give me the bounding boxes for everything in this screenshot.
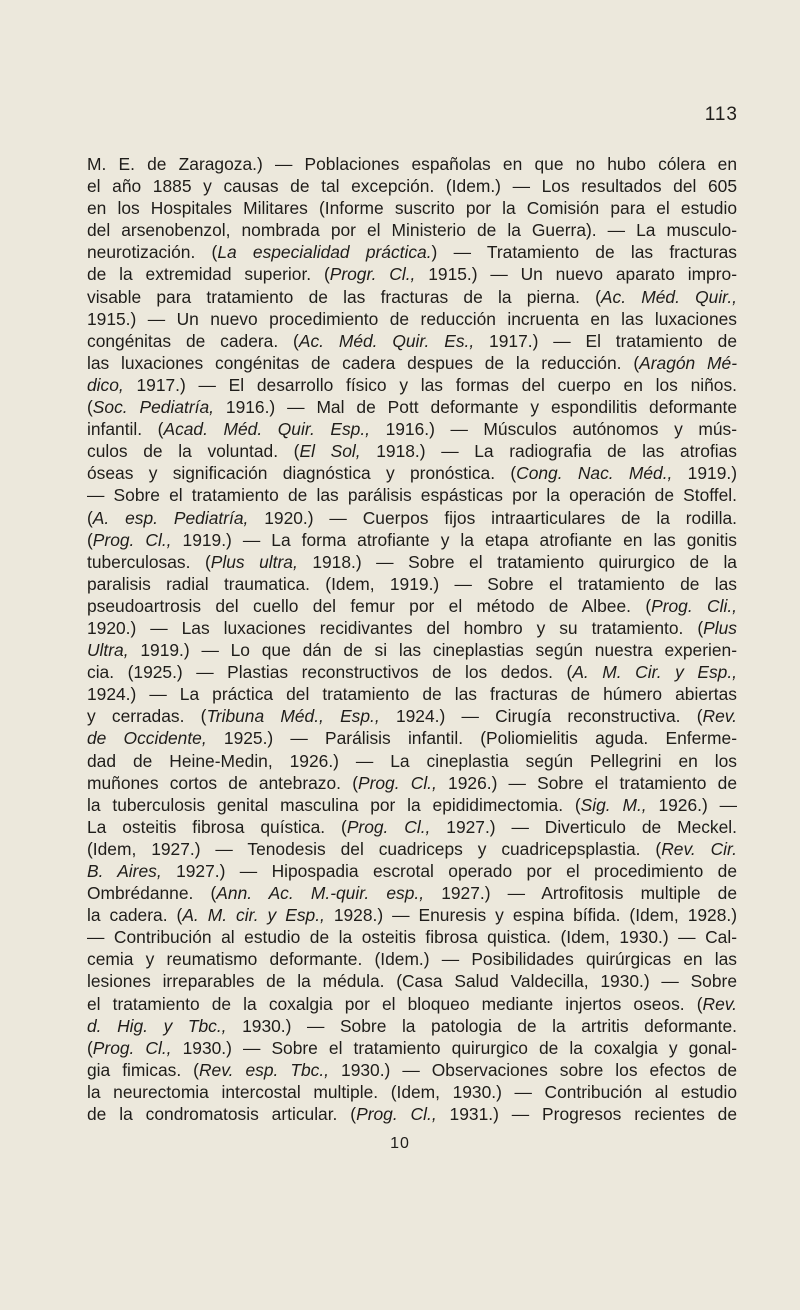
text-line (87, 573, 737, 595)
text-run: muñones cortos de antebrazo. ( (87, 772, 358, 793)
text-run: 1919.) — Lo que dán de si las cineplastias según nuestra experien- (128, 640, 737, 661)
text-run: Ombrédanne. ( (87, 883, 217, 904)
text-run: ) — Tratamiento de las fracturas (431, 242, 737, 263)
text-line (87, 241, 737, 263)
text-run: congénitas de cadera. ( (87, 330, 299, 351)
citation-italic: Rev. esp. Tbc., (198, 1059, 330, 1080)
text-run: — Sobre el tratamiento de las parálisis espásticas por la operación de Stoffel. (87, 485, 737, 506)
body-text (87, 153, 737, 1125)
text-line (87, 1059, 737, 1081)
text-line (87, 175, 737, 197)
text-line (87, 683, 737, 705)
text-run: 1930.) — Sobre la patologia de la artritis deformante. (226, 1015, 737, 1036)
text-line (87, 529, 737, 551)
text-line (87, 661, 737, 683)
text-run: pseudoartrosis del cuello del femur por el método de Albee. ( (87, 595, 652, 616)
text-run: 1927.) — Diverticulo de Meckel. (430, 816, 737, 837)
text-run: (Idem, 1927.) — Tenodesis del cuadriceps y cuadricepsplastia. ( (87, 838, 662, 859)
text-run: visable para tratamiento de las fracturas de la pierna. ( (87, 286, 601, 307)
text-line (87, 1081, 737, 1103)
text-line (87, 993, 737, 1015)
text-line (87, 153, 737, 175)
text-run: y cerradas. ( (87, 706, 207, 727)
citation-italic: A. M. Cir. y Esp., (572, 662, 737, 683)
text-line (87, 838, 737, 860)
text-line (87, 507, 737, 529)
text-line (87, 396, 737, 418)
text-run: 1930.) — Sobre el tratamiento quirurgico de la coxalgia y gonal- (171, 1037, 737, 1058)
citation-italic: Plus (703, 617, 737, 638)
citation-italic: Rev. (702, 706, 737, 727)
text-run: 1915.) — Un nuevo procedimiento de reducción incruenta en las luxaciones (87, 308, 737, 329)
citation-italic: A. esp. Pediatría, (92, 507, 249, 528)
text-run: el tratamiento de la coxalgia por el bloqueo mediante injertos oseos. ( (87, 993, 703, 1014)
text-run: 1926.) — (646, 794, 737, 815)
citation-italic: Soc. Pediatría, (92, 397, 214, 418)
text-run: ( (87, 507, 93, 528)
citation-italic: dico, (87, 374, 124, 395)
citation-italic: Prog. Cli., (651, 595, 737, 616)
text-run: dad de Heine-Medin, 1926.) — La cineplastia según Pellegrini en los (87, 750, 737, 771)
text-line (87, 639, 737, 661)
text-run: de la condromatosis articular. ( (87, 1104, 357, 1125)
text-run: 1917.) — El tratamiento de (474, 330, 737, 351)
text-run: la tuberculosis genital masculina por la epididimectomia. ( (87, 794, 581, 815)
text-line (87, 197, 737, 219)
citation-italic: Prog. Cl., (92, 1037, 172, 1058)
text-run: 1916.) — Músculos autónomos y mús- (370, 419, 737, 440)
text-run: La osteitis fibrosa quística. ( (87, 816, 347, 837)
text-line (87, 970, 737, 992)
page-signature: 10 (390, 1135, 410, 1153)
citation-italic: Ac. Méd. Quir. Es., (298, 330, 475, 351)
text-run: M. E. de Zaragoza.) — Poblaciones españolas en que no hubo cólera en (87, 154, 737, 174)
text-run: 1918.) — La radiografia de las atrofias (360, 441, 737, 462)
text-run: el año 1885 y causas de tal excepción. (Idem.) — Los resultados del 605 (87, 176, 737, 197)
text-run: 1927.) — Hipospadia escrotal operado por el procedimiento de (161, 861, 737, 881)
text-line (87, 418, 737, 440)
citation-italic: de Occidente, (87, 728, 207, 749)
text-line (87, 551, 737, 573)
text-line (87, 1015, 737, 1037)
text-line (87, 352, 737, 374)
text-run: 1919.) (672, 463, 737, 484)
text-run: 1928.) — Enuresis y espina bífida. (Idem, 1928.) (324, 905, 737, 926)
citation-italic: La especialidad práctica. (217, 242, 432, 263)
text-run: ( (87, 1037, 93, 1058)
citation-italic: Acad. Méd. Quir. Esp., (163, 419, 370, 440)
citation-italic: Plus ultra, (210, 551, 298, 572)
text-run: culos de la voluntad. ( (87, 441, 300, 462)
text-line (87, 286, 737, 308)
text-run: 1927.) — Artrofitosis multiple de (424, 883, 737, 904)
citation-italic: Sig. M., (580, 794, 647, 815)
text-run: 1931.) — Progresos recientes de (436, 1104, 737, 1125)
text-run: 1917.) — El desarrollo físico y las formas del cuerpo en los niños. (123, 374, 737, 395)
text-run: 1924.) — Cirugía reconstructiva. ( (379, 706, 703, 727)
text-line (87, 1103, 737, 1125)
text-line (87, 926, 737, 948)
text-run: — Contribución al estudio de la osteitis fibrosa quistica. (Idem, 1930.) — Cal- (87, 927, 737, 948)
text-line (87, 484, 737, 506)
text-line (87, 727, 737, 749)
text-line (87, 462, 737, 484)
text-run: en los Hospitales Militares (Informe suscrito por la Comisión para el estudio (87, 198, 737, 219)
text-run: la neurectomia intercostal multiple. (Idem, 1930.) — Contribución al estudio (87, 1081, 737, 1102)
text-line (87, 374, 737, 396)
text-line (87, 904, 737, 926)
text-line (87, 1037, 737, 1059)
text-line (87, 816, 737, 838)
text-run: 1916.) — Mal de Pott deformante y espondilitis deformante (213, 397, 737, 418)
text-run: ( (87, 529, 93, 550)
text-run: la cadera. ( (87, 905, 183, 926)
text-line (87, 705, 737, 727)
text-run: gia fimicas. ( (87, 1059, 199, 1080)
citation-italic: Prog. Cl., (358, 772, 437, 793)
citation-italic: Ultra, (87, 640, 129, 661)
text-run: lesiones irreparables de la médula. (Casa Salud Valdecilla, 1930.) — Sobre (87, 971, 737, 992)
page-number: 113 (704, 104, 738, 125)
text-run: 1920.) — Las luxaciones recidivantes del hombro y su tratamiento. ( (87, 617, 704, 638)
text-run: 1924.) — La práctica del tratamiento de las fracturas de húmero abiertas (87, 684, 737, 705)
text-run: 1930.) — Observaciones sobre los efectos de (329, 1059, 737, 1080)
text-run: neurotización. ( (87, 242, 218, 263)
citation-italic: Prog. Cl., (356, 1104, 437, 1125)
citation-italic: Cong. Nac. Méd., (516, 463, 673, 484)
citation-italic: d. Hig. y Tbc., (87, 1015, 227, 1036)
text-run: 1926.) — Sobre el tratamiento de (436, 772, 737, 793)
text-run: paralisis radial traumatica. (Idem, 1919.) — Sobre el tratamiento de las (87, 573, 737, 594)
text-line (87, 860, 737, 882)
text-line (87, 794, 737, 816)
text-line (87, 219, 737, 241)
text-line (87, 595, 737, 617)
text-line (87, 440, 737, 462)
citation-italic: Ac. Méd. Quir., (600, 286, 737, 307)
citation-italic: B. Aires, (87, 861, 162, 881)
citation-italic: Rev. (702, 993, 737, 1014)
text-run: tuberculosas. ( (87, 551, 211, 572)
text-line (87, 263, 737, 285)
text-line (87, 882, 737, 904)
text-run: óseas y significación diagnóstica y pronóstica. ( (87, 463, 517, 484)
text-run: 1919.) — La forma atrofiante y la etapa atrofiante en las gonitis (171, 529, 737, 550)
citation-italic: Progr. Cl., (329, 264, 416, 285)
text-run: de la extremidad superior. ( (87, 264, 330, 285)
citation-italic: El Sol, (299, 441, 361, 462)
text-run: cemia y reumatismo deformante. (Idem.) — Posibilidades quirúrgicas en las (87, 949, 737, 970)
text-line (87, 750, 737, 772)
citation-italic: Prog. Cl., (346, 816, 431, 837)
text-line (87, 948, 737, 970)
text-run: infantil. ( (87, 419, 164, 440)
citation-italic: Prog. Cl., (92, 529, 172, 550)
citation-italic: A. M. cir. y Esp., (182, 905, 325, 926)
text-line (87, 330, 737, 352)
text-run: 1915.) — Un nuevo aparato impro- (415, 264, 737, 285)
text-run: 1918.) — Sobre el tratamiento quirurgico de la (297, 551, 737, 572)
text-line (87, 772, 737, 794)
text-run: 1920.) — Cuerpos fijos intraarticulares de la rodilla. (248, 507, 737, 528)
text-run: cia. (1925.) — Plastias reconstructivos de los dedos. ( (87, 662, 573, 683)
citation-italic: Tribuna Méd., Esp., (206, 706, 380, 727)
text-run: las luxaciones congénitas de cadera despues de la reducción. ( (87, 352, 640, 373)
citation-italic: Aragón Mé- (639, 352, 737, 373)
citation-italic: Ann. Ac. M.-quir. esp., (216, 883, 425, 904)
text-run: del arsenobenzol, nombrada por el Ministerio de la Guerra). — La musculo- (87, 220, 737, 241)
text-run: 1925.) — Parálisis infantil. (Poliomielitis aguda. Enferme- (206, 728, 737, 749)
citation-italic: Rev. Cir. (661, 838, 737, 859)
text-line (87, 617, 737, 639)
text-run: ( (87, 397, 93, 418)
text-line (87, 308, 737, 330)
